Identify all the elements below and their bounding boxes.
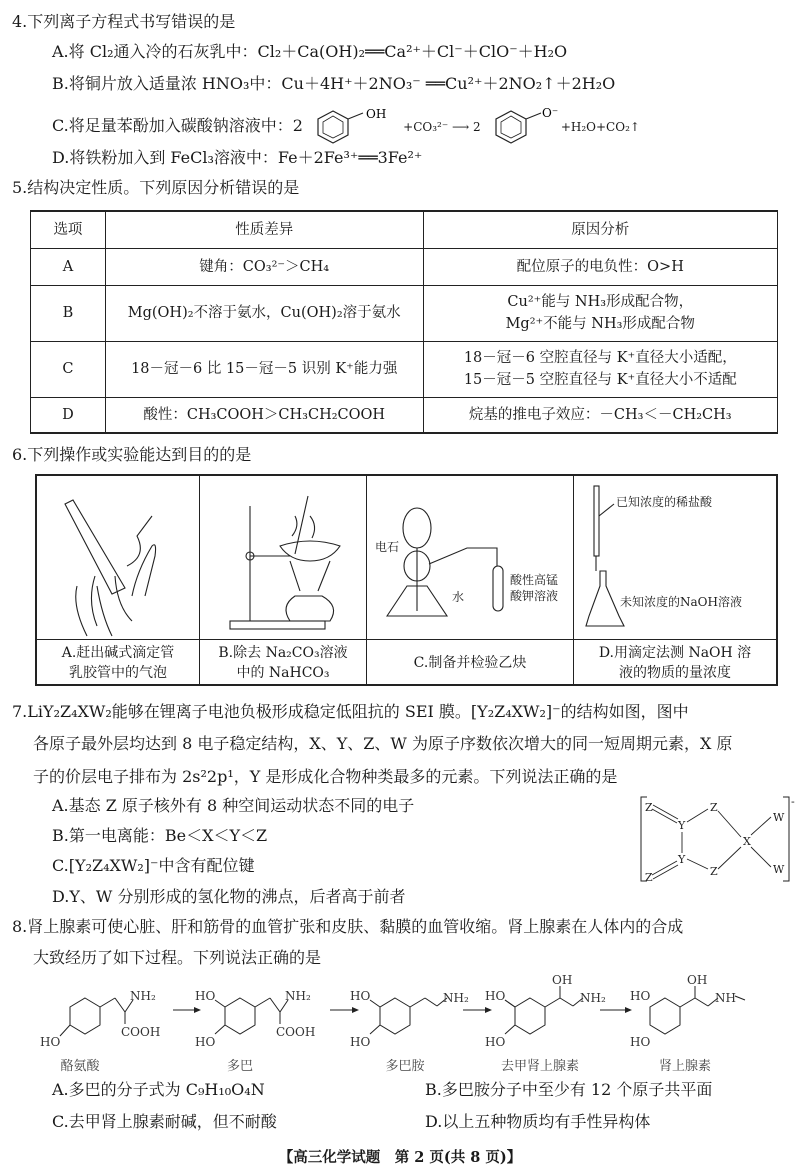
reason-line: 烷基的推电子效应：－CH₃＜－CH₂CH₃ [468, 406, 732, 423]
label-ho: HO [195, 989, 216, 1003]
label-nh: NH [715, 991, 736, 1005]
figure-a-hand-burette [37, 476, 200, 639]
row-reason [423, 248, 777, 285]
q7-option-b: B.第一电离能：Be＜X＜Y＜Z [52, 826, 268, 845]
q7-option-a: A.基态 Z 原子核外有 8 种空间运动状态不同的电子 [52, 796, 415, 815]
label-ho: HO [350, 1035, 371, 1049]
figure-b-evaporation [200, 476, 367, 639]
q8-option-c: C.去甲肾上腺素耐碱，但不耐酸 [52, 1112, 277, 1131]
q7-stem-line: 7.LiY₂Z₄XW₂能够在锂离子电池负极形成稳定低阻抗的 SEI 膜。[Y₂Z₄XW₂]⁻的结构如图，图中 [12, 702, 689, 721]
atom-z: Z [710, 865, 718, 878]
evaporation-illustration [200, 476, 367, 639]
label-ho: HO [630, 989, 651, 1003]
phenoxide-structure [486, 105, 556, 149]
label-ho: HO [40, 1035, 61, 1049]
caption-line: A.赶出碱式滴定管 [61, 645, 175, 661]
molecule-name: 多巴 [226, 1059, 254, 1074]
hand-burette-illustration [37, 476, 200, 639]
row-reason [423, 285, 777, 341]
header-property: 性质差异 [105, 211, 423, 248]
titration-apparatus [574, 476, 780, 639]
oh-label: OH [366, 106, 387, 121]
o-minus-label: O⁻ [541, 105, 558, 120]
atom-y: Y [678, 853, 686, 866]
reason-line: Mg²⁺不能与 NH₃形成配合物 [505, 316, 695, 332]
caption-a [37, 639, 200, 686]
q7-stem-line: 子的价层电子排布为 2s²2p¹，Y 是形成化合物种类最多的元素。下列说法正确的是 [33, 767, 618, 786]
q6-figure [35, 474, 778, 686]
molecule-name: 酪氨酸 [60, 1059, 100, 1074]
q4-option-c [52, 104, 640, 149]
label-ho: HO [630, 1035, 651, 1049]
q4-stem: 4.下列离子方程式书写错误的是 [12, 12, 236, 31]
reason-line: Cu²⁺能与 NH₃形成配合物， [507, 294, 694, 310]
label-water: 水 [452, 590, 465, 604]
atom-w: W [773, 811, 785, 824]
figure-c-acetylene [367, 476, 574, 639]
figure-d-titration [574, 476, 780, 639]
caption-line: 乳胶管中的气泡 [69, 665, 167, 681]
label-ho: HO [485, 989, 506, 1003]
caption-line: D.用滴定法测 NaOH 溶 [598, 645, 752, 661]
q8-synthesis-scheme [25, 973, 795, 1078]
label-ho: HO [195, 1035, 216, 1049]
table-row [31, 341, 778, 397]
caption-d [574, 639, 776, 686]
label-cooh: COOH [276, 1025, 316, 1039]
label-cooh: COOH [121, 1025, 161, 1039]
molecule-name: 去甲肾上腺素 [500, 1059, 580, 1074]
q4-option-d: D.将铁粉加入到 FeCl₃溶液中：Fe＋2Fe³⁺══3Fe²⁺ [52, 148, 423, 167]
table-row [31, 248, 778, 285]
caption-c [367, 639, 574, 686]
atom-z: Z [645, 871, 653, 884]
table-row [31, 397, 778, 433]
reason-line: 18－冠－6 空腔直径与 K⁺直径大小适配， [463, 350, 737, 366]
atom-y: Y [678, 819, 686, 832]
label-ho: HO [485, 1035, 506, 1049]
caption-line: B.除去 Na₂CO₃溶液 [218, 645, 348, 661]
row-property: 酸性：CH₃COOH＞CH₃CH₂COOH [105, 397, 423, 433]
molecule-name: 肾上腺素 [658, 1059, 712, 1074]
row-reason [423, 397, 777, 433]
page-footer: 【高三化学试题 第 2 页(共 8 页)】 [278, 1149, 522, 1166]
row-option: C [31, 341, 106, 397]
label-kmno4: 酸性高锰 [510, 573, 559, 587]
atom-x: X [743, 835, 751, 848]
reason-line: 15－冠－5 空腔直径与 K⁺直径大小不适配 [463, 372, 737, 388]
molecule-name: 多巴胺 [385, 1059, 425, 1074]
label-oh: OH [552, 973, 573, 987]
caption-line: 中的 NaHCO₃ [236, 665, 330, 681]
row-reason [423, 341, 777, 397]
atom-w: W [773, 863, 785, 876]
label-nh2: NH₂ [443, 991, 469, 1005]
row-property: Mg(OH)₂不溶于氨水，Cu(OH)₂溶于氨水 [105, 285, 423, 341]
acetylene-apparatus [367, 476, 574, 639]
row-property: 键角：CO₃²⁻＞CH₄ [105, 248, 423, 285]
row-option: B [31, 285, 106, 341]
caption-b [200, 639, 367, 686]
q4-option-b: B.将铜片放入适量浓 HNO₃中：Cu＋4H⁺＋2NO₃⁻ ══Cu²⁺＋2NO₂↑＋2H₂O [52, 74, 616, 93]
atom-z: Z [710, 801, 718, 814]
row-property: 18－冠－6 比 15－冠－5 识别 K⁺能力强 [105, 341, 423, 397]
q8-option-d: D.以上五种物质均有手性异构体 [425, 1112, 651, 1131]
q4-c-prefix: C.将足量苯酚加入碳酸钠溶液中：2 [52, 116, 303, 135]
row-option: D [31, 397, 106, 433]
caption-line: C.制备并检验乙炔 [413, 655, 527, 671]
q8-stem-line: 大致经历了如下过程。下列说法正确的是 [33, 948, 322, 967]
q4-c-mid: +CO₃²⁻ ⟶ 2 [403, 120, 481, 134]
atom-z: Z [645, 801, 653, 814]
q7-option-c: C.[Y₂Z₄XW₂]⁻中含有配位键 [52, 856, 255, 875]
q5-table [30, 210, 778, 434]
q8-option-b: B.多巴胺分子中至少有 12 个原子共平面 [425, 1080, 713, 1099]
label-oh: OH [687, 973, 708, 987]
q6-stem: 6.下列操作或实验能达到目的的是 [12, 445, 252, 464]
label-ho: HO [350, 989, 371, 1003]
q8-option-a: A.多巴的分子式为 C₉H₁₀O₄N [52, 1080, 265, 1099]
label-kmno4-2: 酸钾溶液 [510, 589, 559, 603]
q7-structure-diagram [635, 795, 795, 885]
row-option: A [31, 248, 106, 285]
q7-stem-line: 各原子最外层均达到 8 电子稳定结构，X、Y、Z、W 为原子序数依次增大的同一短周期元素，X 原 [33, 734, 733, 753]
q4-option-a: A.将 Cl₂通入冷的石灰乳中：Cl₂＋Ca(OH)₂══Ca²⁺＋Cl⁻＋ClO⁻＋H₂O [52, 42, 568, 61]
header-option: 选项 [31, 211, 106, 248]
caption-line: 液的物质的量浓度 [618, 665, 731, 681]
phenol-structure [308, 105, 398, 149]
charge-label: - [791, 795, 795, 808]
reason-line: 配位原子的电负性：O>H [516, 258, 684, 275]
table-header-row [31, 211, 778, 248]
table-row [31, 285, 778, 341]
header-reason: 原因分析 [423, 211, 777, 248]
q5-stem: 5.结构决定性质。下列原因分析错误的是 [12, 178, 300, 197]
label-nh2: NH₂ [130, 989, 156, 1003]
label-hcl: 已知浓度的稀盐酸 [616, 495, 713, 509]
label-naoh: 未知浓度的NaOH溶液 [620, 595, 742, 609]
q8-stem-line: 8.肾上腺素可使心脏、肝和筋骨的血管扩张和皮肤、黏膜的血管收缩。肾上腺素在人体内的合成 [12, 917, 684, 936]
label-nh2: NH₂ [580, 991, 606, 1005]
q4-c-suffix: +H₂O+CO₂↑ [560, 120, 640, 134]
label-calcium-carbide: 电石 [375, 540, 400, 554]
q7-option-d: D.Y、W 分别形成的氢化物的沸点，后者高于前者 [52, 887, 406, 906]
label-nh2: NH₂ [285, 989, 311, 1003]
